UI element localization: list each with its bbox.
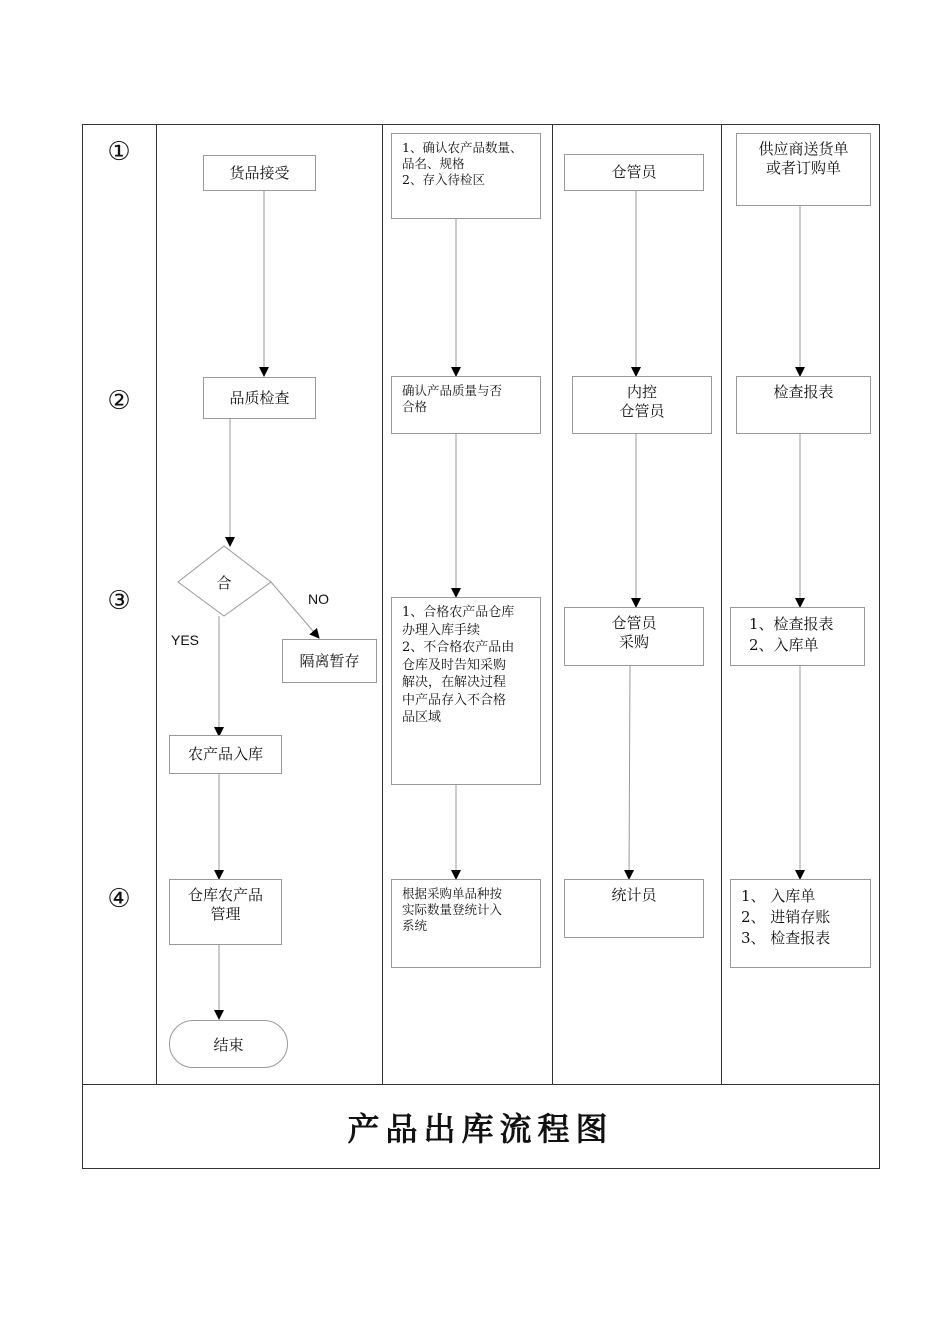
quarantine-box: 隔离暂存 [282,639,377,683]
page-title: 产品出库流程图 [347,1109,614,1148]
arrow-role3-to-role4 [629,666,630,879]
document-box-3: 1、检查报表 2、入库单 [730,607,865,666]
decision-label: 合 [216,574,232,592]
role-box-4: 统计员 [564,879,704,938]
note-box-2: 确认产品质量与否 合格 [391,376,541,434]
role-box-1: 仓管员 [564,154,704,191]
receive-goods-box: 货品接受 [203,155,316,191]
yes-label: YES [171,632,200,648]
document-box-1: 供应商送货单 或者订购单 [736,133,871,206]
step-number-4: ④ [107,884,131,914]
no-label: NO [308,591,329,607]
document-box-4: 1、 入库单 2、 进销存账 3、 检查报表 [730,879,871,968]
stock-in-box: 农产品入库 [169,735,282,774]
quality-check-box: 品质检查 [203,377,316,419]
role-box-2: 内控 仓管员 [572,376,712,434]
step-number-1: ① [107,137,131,167]
end-terminator: 结束 [169,1020,288,1068]
role-box-3: 仓管员 采购 [564,607,704,666]
step-number-2: ② [107,386,131,416]
note-box-4: 根据采购单品种按 实际数量登统计入 系统 [391,879,541,968]
warehouse-management-box: 仓库农产品 管理 [169,879,282,945]
document-box-2: 检查报表 [736,376,871,434]
note-box-3: 1、合格农产品仓库 办理入库手续 2、不合格农产品由 仓库及时告知采购 解决，在解决过程 中产品存入不合格 品区域 [391,597,541,785]
step-number-3: ③ [107,586,131,616]
note-box-1: 1、确认农产品数量、 品名、规格 2、存入待检区 [391,133,541,219]
